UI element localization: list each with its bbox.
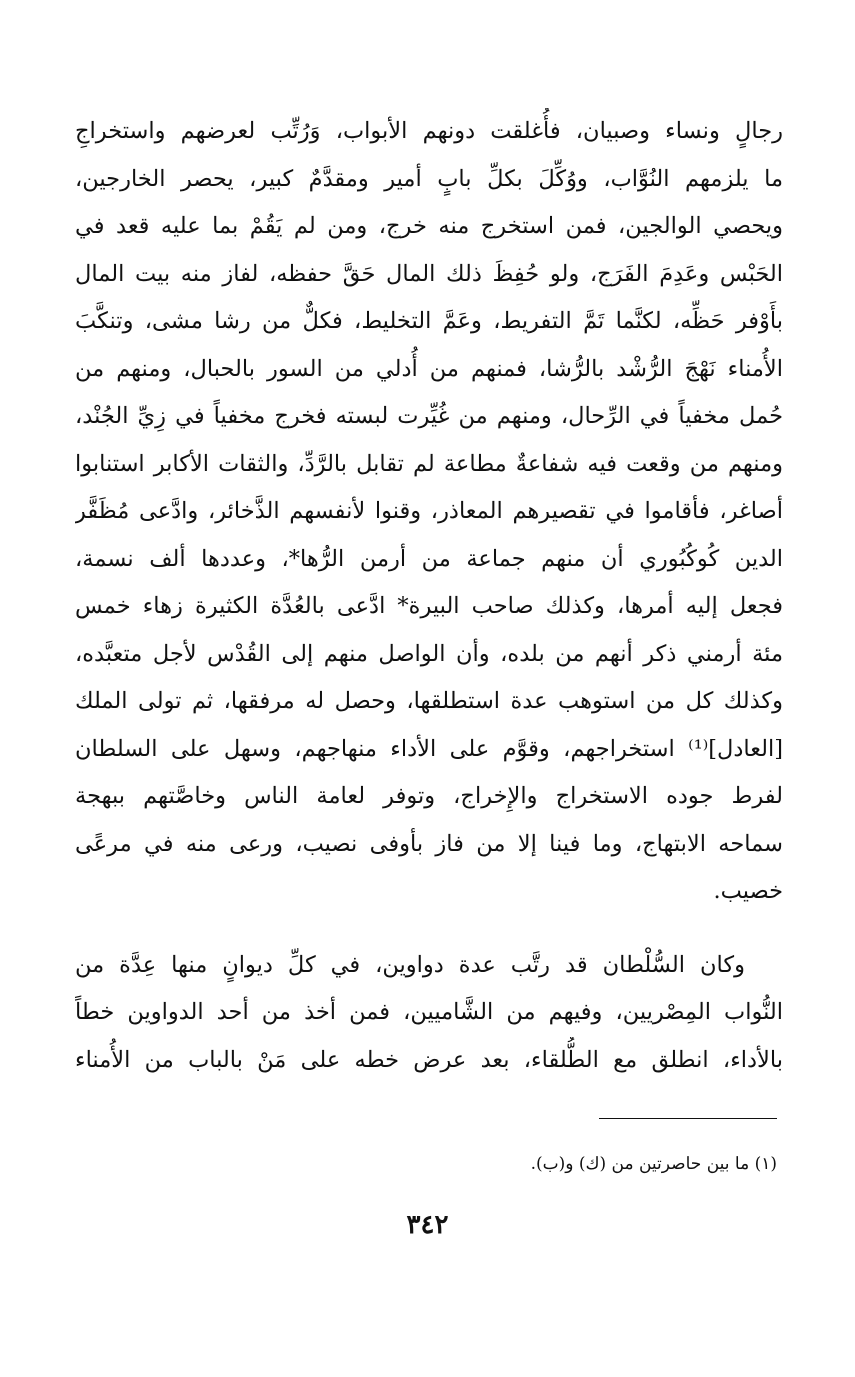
text-line: سماحه الابتهاج، وما فينا إلا من فاز بأوفى نصيب، ورعى منه في مرعًى	[75, 830, 783, 857]
footnote: (١) ما بين حاصرتين من (ك) و(ب).	[530, 1154, 777, 1174]
text-line: رجالٍ ونساء وصبيان، فأُغلقت دونهم الأبواب، وَرُتِّب لعرضهم واستخراجِ	[75, 118, 783, 144]
text-line: بالأداء، انطلق مع الطُّلقاء، بعد عرض خطه على مَنْ بالباب من الأُمناء	[75, 1046, 783, 1073]
text-line: بأَوْفر حَظِّه، لكنَّما تَمَّ التفريط، وعَمَّ التخليط، فكلٌّ من رشا مشى، وتنكَّبَ	[75, 308, 783, 334]
text-line: وكان السُّلْطان قد رتَّب عدة دواوين، في كلِّ ديوانٍ منها عِدَّة من	[75, 951, 745, 978]
text-line: الحَبْس وعَدِمَ الفَرَج، ولو حُفِظَ ذلك المال حَقَّ حفظه، لفاز منه بيت المال	[75, 260, 783, 287]
main-text	[75, 108, 783, 1084]
text-line: مئة أرمني ذكر أنهم من بلده، وأن الواصل منهم إلى القُدْس لأجل متعبَّده،	[75, 640, 783, 667]
text-line: ومنهم من وقعت فيه شفاعةٌ مطاعة لم تقابل بالرَّدِّ، والثقات الأكابر استنابوا	[75, 450, 783, 477]
text-line: النُّواب المِصْريين، وفيهم من الشَّاميين، فمن أخذ من أحد الدواوين خطاً	[75, 999, 783, 1025]
text-line: فجعل إليه أمرها، وكذلك صاحب البيرة* ادَّعى بالعُدَّة الكثيرة زهاء خمس	[75, 593, 783, 619]
text-line: ما يلزمهم النُوَّاب، ووُكِّلَ بكلِّ بابٍ أمير ومقدَّمٌ كبير، يحصر الخارجين،	[75, 165, 783, 192]
footnote-divider	[599, 1118, 777, 1119]
text-line: خصيب.	[713, 878, 783, 904]
text-line: ويحصي الوالجين، فمن استخرج منه خرج، ومن لم يَقُمْ بما عليه قعد في	[75, 213, 783, 239]
text-line: أصاغر، فأقاموا في تقصيرهم المعاذر، وقنوا لأنفسهم الذَّخائر، وادَّعى مُظَفَّر	[75, 498, 783, 524]
text-line: الأُمناء نَهْجَ الرُّشْد بالرُّشا، فمنهم من أُدلي من السور بالحبال، ومنهم من	[75, 355, 783, 382]
paragraph-gap	[75, 916, 783, 942]
text-line: وكذلك كل من استوهب عدة استطلقها، وحصل له مرفقها، ثم تولى الملك	[75, 688, 783, 714]
text-line: [العادل]⁽¹⁾ استخراجهم، وقوَّم على الأداء منهاجهم، وسهل على السلطان	[75, 735, 783, 762]
text-line: حُمل مخفياً في الرِّحال، ومنهم من غُيِّرت لبسته فخرج مخفياً في زِيِّ الجُنْد،	[75, 403, 783, 429]
page-number: ٣٤٢	[406, 1210, 449, 1240]
text-line: الدين كُوكُبُوري أن منهم جماعة من أرمن الرُّها*، وعددها ألف نسمة،	[75, 545, 783, 572]
text-line: لفرط جوده الاستخراج والإِخراج، وتوفر لعامة الناس وخاصَّتهم ببهجة	[75, 783, 783, 809]
